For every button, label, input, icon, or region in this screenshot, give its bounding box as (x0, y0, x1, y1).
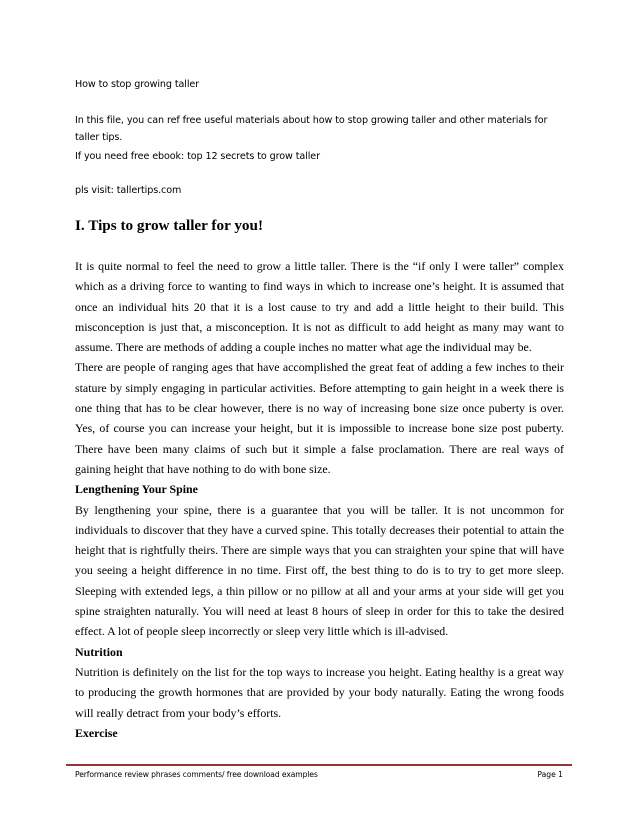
paragraph-ages: There are people of ranging ages that have accomplished the great feat of adding a few inches to their stature by simply engaging in particular activities. Before attempting to gain height in a week there is one thing that has to be clear however, there is no way of increasing bone size once puberty is over. Yes, of course you can increase your height, but it is impossible to increase bone size post puberty. There have been many claims of such but it simple a false proclamation. There are real ways of gaining height that have nothing to do with bone size. (75, 360, 564, 476)
footer-rule (66, 764, 572, 766)
file-note: In this file, you can ref free useful materials about how to stop growing taller and other materials for taller tips. (75, 115, 548, 143)
footer-text: Performance review phrases comments/ free download examples (75, 770, 318, 779)
paragraph-nutrition: Nutrition is definitely on the list for the top ways to increase you height. Eating healthy is a great way to producing the growth hormones that are provided by your body naturally. Eating the wrong foods will really detract from your body’s efforts. (75, 664, 564, 720)
paragraph-spine: By lengthening your spine, there is a guarantee that you will be taller. It is not uncommon for individuals to discover that they have a curved spine. This totally decreases their potential to attain the height that is rightfully theirs. There are simple ways that you can straighten your spine that will have you seeing a height difference in no time. First off, the best thing to do is to try to get more sleep. Sleeping with extended legs, a thin pillow or no pillow at all and your arms at your side will get you spine straighten naturally. You will need at least 8 hours of sleep in order for this to take the desired effect. A lot of people sleep incorrectly or sleep very little which is ill-advised. (75, 502, 564, 639)
subheading-exercise: Exercise (75, 725, 118, 740)
intro-file-block (75, 112, 565, 146)
paragraph-intro: It is quite normal to feel the need to grow a little taller. There is the “if only I were taller” complex which as a driving force to wanting to find ways in which to increase one’s height. It is assumed that once an individual hits 20 that it is a lost cause to try and add a little height to their build. This misconception is just that, a misconception. It is not as difficult to add height as many may want to assume. There are methods of adding a couple inches no matter what age the individual may be. (75, 259, 564, 355)
subheading-spine: Lengthening Your Spine (75, 482, 198, 497)
intro-title-block (75, 76, 565, 93)
visit-note: pls visit: tallertips.com (75, 185, 182, 196)
doc-title: How to stop growing taller (75, 79, 200, 90)
section-heading: I. Tips to grow taller for you! (75, 217, 264, 234)
subheading-nutrition: Nutrition (75, 644, 123, 659)
page-number: Page 1 (537, 770, 563, 779)
ebook-note: If you need free ebook: top 12 secrets to grow taller (75, 151, 320, 162)
intro-visit-block (75, 182, 565, 199)
section-body (75, 256, 564, 743)
intro-ebook-block (75, 148, 565, 165)
